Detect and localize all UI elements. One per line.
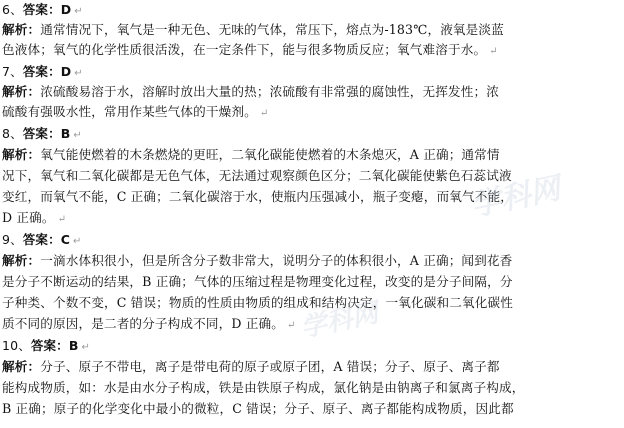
q6-explanation-label: 解析： (2, 22, 41, 37)
q10-explanation-line-1 (2, 357, 620, 377)
q9-explanation-line-2 (2, 272, 620, 292)
paragraph-mark-icon: ↵ (259, 108, 269, 119)
paragraph-mark-icon: ↵ (74, 6, 83, 17)
paragraph-mark-icon: ↵ (73, 130, 82, 141)
paragraph-mark-icon: ↵ (81, 342, 91, 353)
q7-explanation-text-2: 硫酸有强吸水性，常用作某些气体的干燥剂。 (2, 104, 257, 119)
q10-answer-value: B (68, 338, 79, 353)
q9-answer-line (2, 230, 620, 250)
q8-explanation-label: 解析： (2, 147, 41, 162)
q7-explanation-line-1 (2, 82, 620, 102)
q10-explanation-line-2 (2, 378, 620, 398)
q8-answer-line (2, 124, 620, 144)
q9-explanation-label: 解析： (2, 253, 41, 268)
watermark-logo: 学科网 (468, 170, 564, 224)
q8-explanation-text-4: D 正确。 (2, 210, 55, 225)
q8-answer-value: B (60, 126, 71, 141)
paragraph-mark-icon: ↵ (287, 320, 296, 331)
q10-explanation-text-1: 分子、原子不带电，离子是带电荷的原子或原子团，A 错误；分子、原子、离子都 (40, 359, 500, 374)
q8-answer-label: 答案： (22, 126, 61, 141)
paragraph-mark-icon: ↵ (57, 214, 67, 225)
q10-explanation-text-3: B 正确；原子的化学变化中最小的微粒，C 错误；分子、原子、离子都能构成物质，因此都 (2, 401, 514, 416)
q7-explanation-label: 解析： (2, 84, 41, 99)
q9-explanation-text-4: 质不同的原因，是二者的分子构成不同，D 正确。 (2, 316, 285, 331)
q6-number: 6、 (2, 2, 23, 17)
q7-explanation-text-1: 浓硫酸易溶于水，溶解时放出大量的热；浓硫酸有非常强的腐蚀性，无挥发性；浓 (40, 84, 500, 99)
q6-explanation-text-2: 色液体；氧气的化学性质很活泼，在一定条件下，能与很多物质反应；氧气难溶于水。 (2, 42, 487, 57)
q8-explanation-text-3: 变红，而氧气不能，C 正确；二氧化碳溶于水，使瓶内压强减小，瓶子变瘪，而氧气不能， (2, 189, 513, 204)
q9-explanation-line-3 (2, 293, 620, 313)
q6-explanation-line-1 (2, 20, 620, 40)
q9-explanation-text-1: 一滴水体积很小，但是所含分子数非常大，说明分子的体积很小，A 正确；闻到花香 (40, 253, 513, 268)
q9-explanation-line-4 (2, 314, 620, 334)
q6-explanation-text-1: 通常情况下，氧气是一种无色、无味的气体，常压下，熔点为-183℃，液氧是淡蓝 (40, 22, 504, 37)
q10-answer-line (2, 336, 620, 356)
q8-explanation-text-2: 况下，氧气和二氧化碳都是无色气体，无法通过观察颜色区分；二氧化碳能使紫色石蕊试液 (2, 168, 512, 183)
q7-explanation-line-2 (2, 102, 620, 122)
q10-answer-label: 答案： (30, 338, 69, 353)
q7-number: 7、 (2, 64, 23, 79)
q8-explanation-line-4 (2, 208, 620, 228)
q10-explanation-text-2: 能构成物质，如：水是由水分子构成，铁是由铁原子构成，氯化钠是由钠离子和氯离子构成， (2, 380, 525, 395)
q7-answer-value: D (60, 64, 72, 79)
q9-explanation-text-3: 子种类、个数不变，C 错误；物质的性质由物质的组成和结构决定，一氧化碳和二氧化碳性 (2, 295, 513, 310)
paragraph-mark-icon: ↵ (73, 236, 82, 247)
q7-answer-line (2, 62, 620, 82)
q8-number: 8、 (2, 126, 23, 141)
q9-answer-label: 答案： (22, 232, 61, 247)
paragraph-mark-icon: ↵ (74, 68, 83, 79)
q9-explanation-text-2: 是分子不断运动的结果，B 正确；气体的压缩过程是物理变化过程，改变的是分子间隔，分 (2, 274, 513, 289)
q6-answer-value: D (60, 2, 72, 17)
q10-number: 10、 (2, 338, 31, 353)
q9-number: 9、 (2, 232, 23, 247)
watermark-logo: 学科网 (298, 298, 381, 344)
q6-explanation-line-2 (2, 40, 620, 60)
q9-answer-value: C (60, 232, 71, 247)
paragraph-mark-icon: ↵ (489, 46, 498, 57)
q8-explanation-line-3 (2, 187, 620, 207)
q6-answer-label: 答案： (22, 2, 61, 17)
q9-explanation-line-1 (2, 251, 620, 271)
q10-explanation-line-3 (2, 399, 620, 419)
q7-answer-label: 答案： (22, 64, 61, 79)
q8-explanation-line-1 (2, 145, 620, 165)
q8-explanation-text-1: 氧气能使燃着的木条燃烧的更旺，二氧化碳能使燃着的木条熄灭，A 正确；通常情 (40, 147, 500, 162)
q8-explanation-line-2 (2, 166, 620, 186)
q6-answer-line (2, 0, 620, 20)
q10-explanation-label: 解析： (2, 359, 41, 374)
